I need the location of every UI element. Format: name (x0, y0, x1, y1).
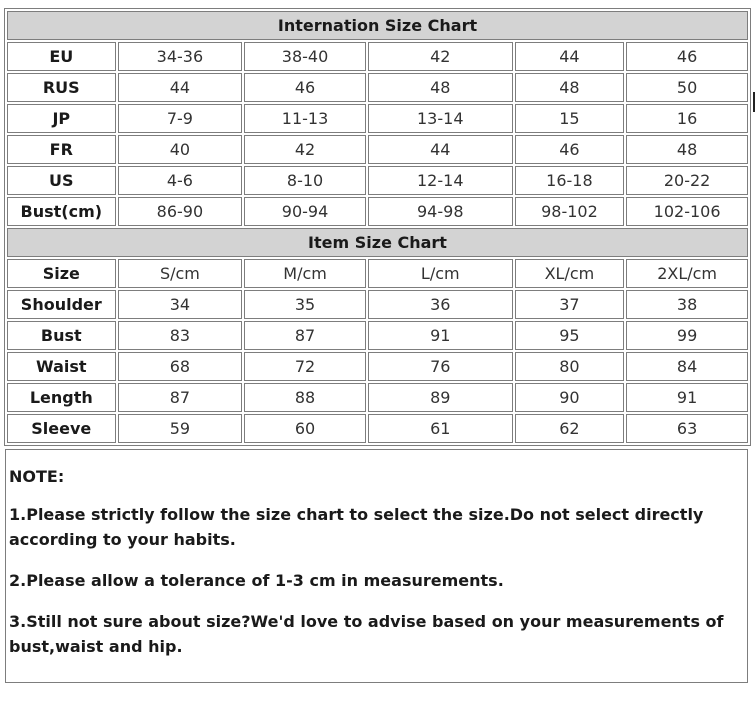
international-title-row (7, 11, 748, 40)
size-cell: 38-40 (244, 42, 366, 71)
size-cell: 98-102 (515, 197, 625, 226)
size-cell: 37 (515, 290, 625, 319)
size-cell: 63 (626, 414, 748, 443)
size-cell: 91 (368, 321, 513, 350)
note-item-3: 3.Still not sure about size?We'd love to advise based on your measurements of bust,waist and hip. (9, 612, 724, 656)
row-label: Sleeve (7, 414, 116, 443)
row-label: RUS (7, 73, 116, 102)
item-row (7, 352, 748, 381)
size-cell: L/cm (368, 259, 513, 288)
size-cell: 15 (515, 104, 625, 133)
size-cell: XL/cm (515, 259, 625, 288)
size-cell: 48 (626, 135, 748, 164)
size-cell: S/cm (118, 259, 243, 288)
size-cell: 95 (515, 321, 625, 350)
size-cell: 88 (244, 383, 366, 412)
size-cell: 20-22 (626, 166, 748, 195)
size-cell: 12-14 (368, 166, 513, 195)
row-label: Bust (7, 321, 116, 350)
size-cell: 60 (244, 414, 366, 443)
size-cell: 99 (626, 321, 748, 350)
size-cell: 35 (244, 290, 366, 319)
size-cell: 62 (515, 414, 625, 443)
size-cell: 86-90 (118, 197, 243, 226)
size-cell: 76 (368, 352, 513, 381)
size-cell: 87 (118, 383, 243, 412)
size-cell: 59 (118, 414, 243, 443)
row-label: JP (7, 104, 116, 133)
row-label: US (7, 166, 116, 195)
size-cell: 2XL/cm (626, 259, 748, 288)
item-chart-title: Item Size Chart (7, 228, 748, 257)
size-cell: 44 (515, 42, 625, 71)
size-cell: 8-10 (244, 166, 366, 195)
size-cell: 46 (515, 135, 625, 164)
size-chart-sheet (5, 8, 750, 446)
size-cell: 46 (244, 73, 366, 102)
international-row (7, 197, 748, 226)
size-cell: 61 (368, 414, 513, 443)
size-chart-body (7, 11, 748, 443)
row-label: EU (7, 42, 116, 71)
size-cell: 87 (244, 321, 366, 350)
size-cell: 72 (244, 352, 366, 381)
international-row (7, 135, 748, 164)
international-row (7, 166, 748, 195)
size-cell: 16-18 (515, 166, 625, 195)
note-item-2: 2.Please allow a tolerance of 1-3 cm in measurements. (9, 571, 504, 590)
item-title-row (7, 228, 748, 257)
size-cell: 40 (118, 135, 243, 164)
row-label: Bust(cm) (7, 197, 116, 226)
item-row (7, 321, 748, 350)
size-cell: 42 (368, 42, 513, 71)
size-cell: 34-36 (118, 42, 243, 71)
size-cell: 89 (368, 383, 513, 412)
size-cell: 7-9 (118, 104, 243, 133)
size-cell: 90-94 (244, 197, 366, 226)
notes-box (5, 449, 748, 683)
item-row (7, 290, 748, 319)
international-row (7, 73, 748, 102)
size-cell: 83 (118, 321, 243, 350)
size-cell: 44 (368, 135, 513, 164)
item-row (7, 414, 748, 443)
size-cell: M/cm (244, 259, 366, 288)
size-cell: 44 (118, 73, 243, 102)
size-cell: 84 (626, 352, 748, 381)
row-label: Waist (7, 352, 116, 381)
size-cell: 50 (626, 73, 748, 102)
size-cell: 4-6 (118, 166, 243, 195)
size-cell: 46 (626, 42, 748, 71)
international-row (7, 42, 748, 71)
row-label: Size (7, 259, 116, 288)
row-label: Length (7, 383, 116, 412)
size-cell: 68 (118, 352, 243, 381)
size-cell: 38 (626, 290, 748, 319)
size-cell: 48 (368, 73, 513, 102)
item-row (7, 383, 748, 412)
size-cell: 42 (244, 135, 366, 164)
size-cell: 102-106 (626, 197, 748, 226)
size-cell: 16 (626, 104, 748, 133)
international-chart-title: Internation Size Chart (7, 11, 748, 40)
size-cell: 80 (515, 352, 625, 381)
size-cell: 94-98 (368, 197, 513, 226)
size-cell: 34 (118, 290, 243, 319)
size-cell: 13-14 (368, 104, 513, 133)
size-cell: 90 (515, 383, 625, 412)
size-cell: 91 (626, 383, 748, 412)
size-cell: 36 (368, 290, 513, 319)
size-chart-table (4, 8, 751, 446)
size-cell: 11-13 (244, 104, 366, 133)
note-item-1: 1.Please strictly follow the size chart to select the size.Do not select directly according to your habits. (9, 505, 704, 549)
item-header-row (7, 259, 748, 288)
notes-title: NOTE: (9, 467, 65, 486)
row-label: Shoulder (7, 290, 116, 319)
international-row (7, 104, 748, 133)
size-cell: 48 (515, 73, 625, 102)
row-label: FR (7, 135, 116, 164)
